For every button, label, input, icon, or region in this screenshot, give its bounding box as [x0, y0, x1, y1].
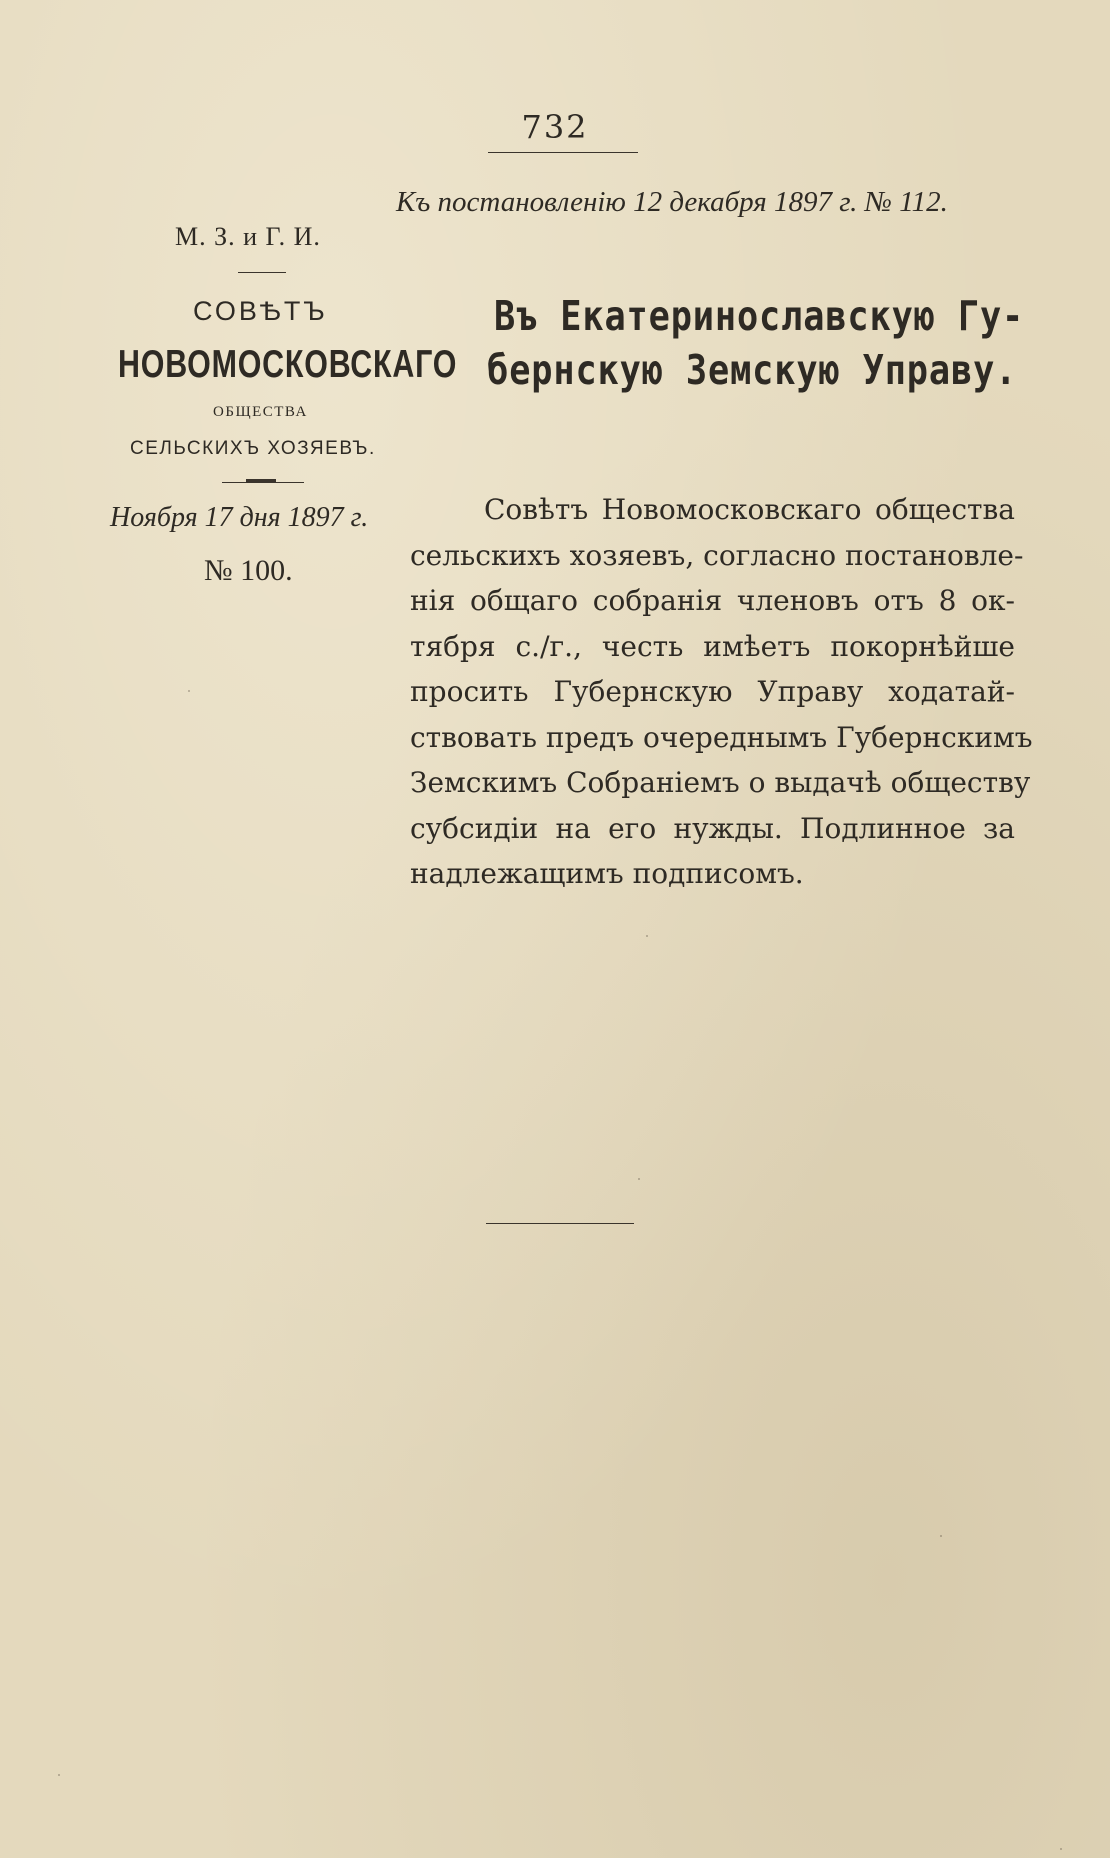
- council-heading: СОВѢТЪ: [193, 296, 328, 326]
- letter-date: Ноября 17 дня 1897 г.: [110, 502, 369, 533]
- society-name: НОВОМОСКОВСКАГО: [118, 343, 458, 386]
- body-line: надлежащимъ подписомъ.: [410, 857, 804, 890]
- letter-body: [410, 487, 1033, 897]
- letter-number: № 100.: [204, 554, 293, 587]
- sender-divider-ornament: [246, 479, 276, 482]
- addressee-line-1: Въ Екатеринославскую Гу-: [494, 292, 1025, 340]
- body-line: субсидіи на его нужды. Подлинное за: [410, 811, 1015, 845]
- body-line: сельскихъ хозяевъ, согласно постановле-: [410, 538, 1024, 572]
- resolution-reference: Къ постановленію 12 декабря 1897 г. № 112.: [396, 186, 948, 218]
- society-word: ОБЩЕСТВА: [213, 404, 308, 420]
- body-line: ствовать предъ очереднымъ Губернскимъ: [410, 720, 1033, 754]
- addressee-line-2: бернскую Земскую Управу.: [487, 346, 1018, 394]
- paper-speck: [188, 690, 190, 692]
- body-line: Земскимъ Собраніемъ о выдачѣ обществу: [410, 766, 1031, 799]
- ministry-abbreviation: М. З. и Г. И.: [175, 222, 321, 251]
- society-members: СЕЛЬСКИХЪ ХОЗЯЕВЪ.: [130, 438, 376, 459]
- paper-speck: [940, 1535, 942, 1537]
- paper-speck: [58, 1774, 60, 1776]
- body-line: просить Губернскую Управу ходатай-: [410, 675, 1015, 708]
- body-line: тября с./г., честь имѣетъ покорнѣйше: [410, 629, 1015, 663]
- top-divider: [488, 152, 638, 153]
- bottom-divider: [486, 1223, 634, 1224]
- addressee: [487, 290, 1025, 394]
- sender-divider: [222, 482, 304, 483]
- body-line: нія общаго собранія членовъ отъ 8 ок-: [410, 584, 1015, 617]
- ministry-divider: [238, 272, 286, 273]
- paper-speck: [1060, 1848, 1062, 1850]
- paper-speck: [638, 1178, 640, 1180]
- page-number: 732: [521, 108, 589, 146]
- paper-speck: [646, 935, 648, 937]
- body-line: Совѣтъ Новомосковскаго общества: [484, 493, 1015, 526]
